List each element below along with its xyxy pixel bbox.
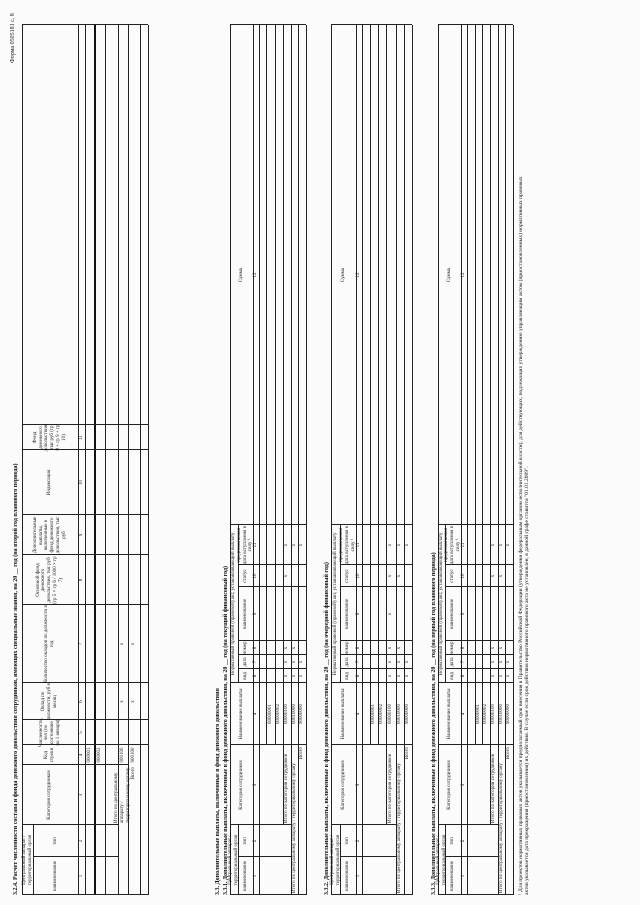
total331-all: Всего xyxy=(299,747,305,760)
h331-org: Центральный аппарат / территориальный орган xyxy=(228,834,239,886)
x333-m: x xyxy=(506,543,512,547)
x333-b: x xyxy=(491,660,497,664)
h-code: Код строки xyxy=(44,747,55,763)
cn333-2: 2 xyxy=(461,839,467,843)
cn332-12: 12 xyxy=(356,272,362,278)
h-qty: Количество окладов по должности в год xyxy=(44,605,55,683)
x331-a: x xyxy=(284,674,290,678)
h332-org-type: тип xyxy=(345,837,351,845)
form-code: Форма 0505181 с. 8 xyxy=(10,13,16,63)
cn331-2: 2 xyxy=(253,839,259,843)
x331-i: x xyxy=(291,543,297,547)
x-324-b: x xyxy=(120,642,126,646)
h-org-name: наименование xyxy=(52,860,58,892)
section-33-title: 3.3. Дополнительные выплаты, включенные в фонд денежного довольствия xyxy=(215,688,221,895)
x332-a: x xyxy=(388,674,394,678)
cn333-11: 11 xyxy=(461,542,467,548)
total332-central: Итого по центральному аппарату / территориальному органу xyxy=(397,763,403,893)
code333-all: 90000000 xyxy=(506,704,512,724)
h333-org-type: тип xyxy=(450,837,456,845)
h333-norm: Нормативный правовой (правовой) акт, устанавливающий выплату xyxy=(438,532,444,676)
code331-category: 00000100 xyxy=(284,704,290,724)
h333-dates: предполагаемая дата вступления в силу ¹ xyxy=(444,525,461,565)
total331-central: Итого по центральному аппарату / территориальному органу xyxy=(291,763,297,893)
code332-central: 00010000 xyxy=(397,704,403,724)
h333-org-name: наименование xyxy=(450,860,456,892)
h-org: Центральный аппарат / территориальный орган xyxy=(21,834,33,886)
code331-a: 00000001 xyxy=(267,704,273,724)
total333-central: Итого по центральному аппарату / территориальному органу xyxy=(498,763,504,893)
code333-central: 00010000 xyxy=(498,704,504,724)
cn4: 4 xyxy=(78,753,84,757)
h332-number: номер xyxy=(345,641,351,655)
code333-category: 00000100 xyxy=(491,704,497,724)
h331-type: вид xyxy=(242,672,248,680)
total332-all: Всего xyxy=(405,747,411,760)
cn331-12: 12 xyxy=(253,272,259,278)
h332-org: Центральный аппарат / территориальный орган xyxy=(329,834,341,886)
x332-h: x xyxy=(397,660,403,664)
cn332-7: 7 xyxy=(356,660,362,664)
cn2: 2 xyxy=(78,839,84,843)
h333-name: наименование xyxy=(450,598,456,630)
h333-number: номер xyxy=(450,641,456,655)
cn6: 6 xyxy=(78,700,84,703)
section-333-title: 3.3.3. Дополнительные выплаты, включенные в фонд денежного довольствия, на 20 __ год (на первый год планового периода) xyxy=(431,552,437,895)
cn333-9: 9 xyxy=(461,612,467,616)
cn331-4: 4 xyxy=(253,712,259,716)
cn1: 1 xyxy=(78,874,84,878)
h333-date: дата xyxy=(450,657,456,667)
h-index: Индексация xyxy=(47,469,53,496)
x331-h: x xyxy=(291,646,297,650)
cn332-4: 4 xyxy=(356,712,362,716)
x331-l: x xyxy=(299,543,305,547)
h331-number: номер xyxy=(242,641,248,655)
x333-g: x xyxy=(498,660,504,664)
x333-e: x xyxy=(491,543,497,547)
cn331-8: 8 xyxy=(253,646,259,650)
h333-category: Категория сотрудников xyxy=(446,760,452,810)
code-central: 000100 xyxy=(120,747,126,763)
h-fund: Основной фонд денежного довольствия, тыс руб (гр 5 × гр 6 / 1000 × гр 7) xyxy=(35,556,64,604)
cn331-7: 7 xyxy=(253,660,259,664)
cn333-1: 1 xyxy=(461,874,467,878)
code332-all: 90000000 xyxy=(405,704,411,724)
h332-name: наименование xyxy=(345,598,351,630)
x332-m: x xyxy=(405,660,411,664)
cn3: 3 xyxy=(78,793,84,797)
x-324-d: x xyxy=(131,642,137,646)
h332-status: статус xyxy=(345,569,351,583)
x333-l: x xyxy=(506,660,512,664)
h331-status: статус xyxy=(242,569,248,583)
x331-d: x xyxy=(284,574,290,578)
total-central-label: Итого по центральному аппарату / территориальному органу xyxy=(114,767,131,823)
h332-org-name: наименование xyxy=(345,860,351,892)
x331-k: x xyxy=(299,660,305,664)
cn332-3: 3 xyxy=(356,783,362,787)
code332-category: 00000100 xyxy=(388,704,394,724)
total333-category: Итого по категории сотрудников xyxy=(491,753,497,823)
code333-b: 00000002 xyxy=(483,704,489,724)
code331-all: 90000000 xyxy=(299,704,305,724)
code-row1: 000001 xyxy=(86,747,92,763)
h331-dates: предполагаемая дата вступления в силу ¹ xyxy=(236,525,254,565)
x333-d: x xyxy=(491,574,497,578)
cn332-1: 1 xyxy=(356,874,362,878)
h333-status: статус xyxy=(450,569,456,583)
code331-central: 00010000 xyxy=(291,704,297,724)
x-324-c: x xyxy=(131,700,137,703)
h-total: Фонд денежного довольствия, тыс руб (гр 8 + гр 9 + гр 10) xyxy=(32,423,67,452)
cn332-6: 6 xyxy=(356,674,362,678)
cn10: 10 xyxy=(78,480,84,485)
h333-type: вид xyxy=(450,672,456,680)
cn331-9: 9 xyxy=(253,612,259,616)
cn332-9: 9 xyxy=(356,612,362,616)
h333-payment: Наименование выплаты xyxy=(446,688,452,740)
h332-date: дата xyxy=(345,657,351,667)
x332-k: x xyxy=(397,543,403,547)
h331-date: дата xyxy=(242,657,248,667)
code333-a: 00000001 xyxy=(475,704,481,724)
section-332-title: 3.3.2. Дополнительные выплаты, включенные в фонд денежного довольствия, на 20 __ год (на очередной финансовый год) xyxy=(324,562,330,895)
x332-n: x xyxy=(405,543,411,547)
x332-g: x xyxy=(397,674,403,678)
footnote: ¹ Для проектов нормативных правовых актов указывается предполагаемый срок внесения в Правительство Российской Федерации (утверждения федеральным органом исполнительной власти), для действующих, подлежащих утверждению управляющим актом (приостановленных) нормативных правовых актов указывается дата прекращения (приостановления) их действия. В случае если срок действия нормативного правового акта не установлен, в данной графе ставится "01.01.2009". xyxy=(518,176,531,895)
h-org-type: тип xyxy=(52,837,58,845)
h331-payment: Наименование выплаты xyxy=(238,688,244,740)
x333-c: x xyxy=(491,646,497,650)
x332-e: x xyxy=(388,574,394,578)
cn332-2: 2 xyxy=(356,839,362,843)
cn333-12: 12 xyxy=(461,272,467,278)
cn331-1: 1 xyxy=(253,874,259,878)
cn331-11: 11 xyxy=(253,542,259,548)
cn7: 7 xyxy=(78,642,84,646)
code332-a: 00000001 xyxy=(371,704,377,724)
h332-norm: Нормативный правовой (правовой) акт, устанавливающий выплату xyxy=(332,532,338,676)
cn333-6: 6 xyxy=(461,674,467,678)
x333-k: x xyxy=(506,674,512,678)
h331-norm: Нормативный правовой (правовой) акт, устанавливающий выплату xyxy=(231,532,237,676)
cn333-10: 10 xyxy=(461,573,467,579)
total331-category: Итого по категории сотрудников xyxy=(284,753,290,823)
x333-i: x xyxy=(498,574,504,578)
x332-l: x xyxy=(405,674,411,678)
cn332-10: 10 xyxy=(356,573,362,579)
cn331-3: 3 xyxy=(253,783,259,787)
cn8: 8 xyxy=(78,578,84,582)
cn333-7: 7 xyxy=(461,660,467,664)
x331-c: x xyxy=(284,646,290,650)
x331-g: x xyxy=(291,660,297,664)
h-category: Категория сотрудников xyxy=(47,770,53,820)
h332-payment: Наименование выплаты xyxy=(340,688,346,740)
x332-i: x xyxy=(397,646,403,650)
code331-b: 00000002 xyxy=(276,704,282,724)
h333-org: Центральный аппарат / территориальный орган xyxy=(435,834,447,886)
cn331-10: 10 xyxy=(253,573,259,579)
x331-b: x xyxy=(284,660,290,664)
x332-b: x xyxy=(388,660,394,664)
h332-dates: предполагаемая дата вступления в силу ¹ xyxy=(339,525,356,565)
h331-org-type: тип xyxy=(242,837,248,845)
cn11: 11 xyxy=(78,435,84,440)
cn9: 9 xyxy=(78,533,84,537)
h332-category: Категория сотрудников xyxy=(340,760,346,810)
cn5: 5 xyxy=(78,731,84,734)
h331-name: наименование xyxy=(242,598,248,630)
x332-d: x xyxy=(388,612,394,616)
x333-a: x xyxy=(491,674,497,678)
cn332-8: 8 xyxy=(356,646,362,650)
x333-h: x xyxy=(498,646,504,650)
h332-sum: Сумма xyxy=(340,267,346,283)
total333-all: Всего xyxy=(506,747,512,760)
section-331-title: 3.3.1. Дополнительные выплаты, включенные в фонд денежного довольствия, на 20 __ год (на текущий финансовый год) xyxy=(223,565,229,895)
h-salary: Оклад по должности, руб в месяц xyxy=(41,683,58,720)
h331-sum: Сумма xyxy=(238,267,244,283)
x331-j: x xyxy=(299,674,305,678)
total-all-label: Всего xyxy=(131,767,137,780)
h333-sum: Сумма xyxy=(446,267,452,283)
code332-b: 00000002 xyxy=(379,704,385,724)
cn333-8: 8 xyxy=(461,646,467,650)
x331-f: x xyxy=(291,674,297,678)
total332-category: Итого по категории сотрудников xyxy=(388,753,394,823)
cn332-11: 11 xyxy=(356,542,362,548)
x331-e: x xyxy=(284,543,290,547)
cn333-4: 4 xyxy=(461,712,467,716)
code-all: 900100 xyxy=(131,747,137,763)
section-324-title: 3.2.4. Расчет численности состава и фонда денежного довольствия сотрудников, имеющих специальные звания, на 20 __ год (на второй год планового периода) xyxy=(13,463,19,895)
h-count: Численность, чел (по состоянию на 1 января) xyxy=(38,718,61,747)
x332-c: x xyxy=(388,646,394,650)
x333-f: x xyxy=(498,674,504,678)
cn331-6: 6 xyxy=(253,674,259,678)
cn333-3: 3 xyxy=(461,783,467,787)
x332-j: x xyxy=(397,574,403,578)
code-row2: 000002 xyxy=(96,747,102,763)
h331-org-name: наименование xyxy=(242,860,248,892)
x332-f: x xyxy=(388,543,394,547)
x-324-a: x xyxy=(120,700,126,703)
h-extra: Дополнительные выплаты, включенные в фонд денежного довольствия, тыс руб xyxy=(32,516,67,554)
h332-type: вид xyxy=(345,672,351,680)
h331-category: Категория сотрудников xyxy=(238,760,244,810)
x333-j: x xyxy=(498,543,504,547)
